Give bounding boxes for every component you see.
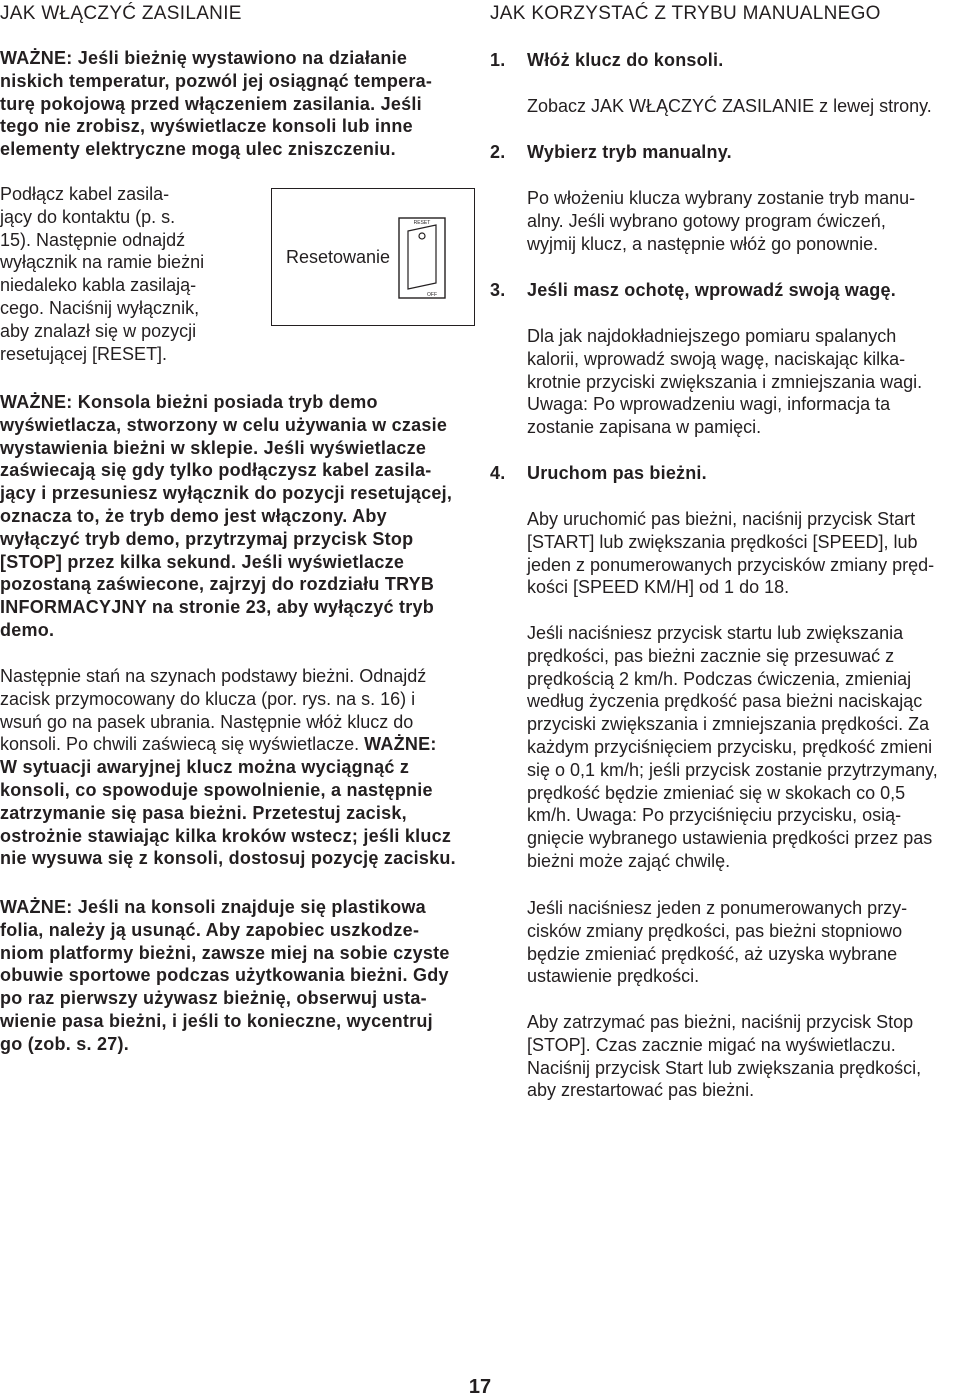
text-line: W sytuacji awaryjnej klucz można wyciągnąć z: [0, 757, 410, 778]
text-line: km/h. Uwaga: Po przyciśnięciu przycisku, osią-: [527, 805, 902, 826]
text-line: cisków zmiany prędkości, pas bieżni stopniowo: [527, 920, 903, 941]
text-line: prędkości, pas bieżni zacznie się przesuwać z: [527, 645, 895, 666]
text-line: Zobacz JAK WŁĄCZYĆ ZASILANIE z lewej strony.: [527, 96, 932, 116]
text-line: [STOP] przez kilka sekund. Jeśli wyświetlacze: [0, 551, 405, 572]
text-line: jący do kontaktu (p. s.: [0, 206, 176, 227]
text-line: Naciśnij przycisk Start lub zwiększania prędkości,: [527, 1057, 922, 1078]
text-line: folia, należy ją usunąć. Aby zapobiec uszkodze-: [0, 919, 420, 940]
text-line: ostrożnie stawiając kilka kroków wstecz; jeśli klucz: [0, 825, 452, 846]
step1-title: Włóż klucz do konsoli.: [527, 50, 724, 70]
text-line: aby znalazł się w pozycji: [0, 320, 197, 341]
text-line: Następnie stań na szynach podstawy bieżni. Odnajdź: [0, 666, 427, 686]
step2-body: [527, 187, 960, 255]
text-line: ustawienie prędkości.: [527, 966, 700, 987]
warning-temperature: [0, 47, 478, 161]
text-line: wyłączyć tryb demo, przytrzymaj przycisk Stop: [0, 528, 414, 549]
text-line: według życzenia prędkość pasa bieżni naciskając: [527, 691, 923, 712]
text-line: wystawienia bieżni w sklepie. Jeśli wyświetlacze: [0, 437, 427, 458]
emergency-warning: [0, 756, 478, 870]
reset-switch-figure: [271, 188, 475, 326]
text-line: po raz pierwszy używasz bieżnię, obserwuj usta-: [0, 988, 427, 1009]
clip-paragraph: [0, 665, 478, 870]
text-line: zacisk przymocowany do klucza (por. rys. na s. 16) i: [0, 688, 416, 709]
text-line: jący i przesuniesz wyłącznik do pozycji resetującej,: [0, 483, 453, 504]
text-line: WAŻNE: Konsola bieżni posiada tryb demo: [0, 392, 378, 412]
text-line: elementy elektryczne mogą ulec zniszczeniu.: [0, 139, 396, 160]
step-number: 4.: [490, 463, 506, 483]
text-line: Aby uruchomić pas bieżni, naciśnij przycisk Start: [527, 509, 916, 529]
text-line: bieżni może zająć chwilę.: [527, 850, 731, 871]
text-line: demo.: [0, 619, 55, 640]
step3-body: [527, 325, 960, 439]
text-line: pozostaną zaświecone, zajrzyj do rozdziału TRYB: [0, 574, 435, 595]
step1-body: [527, 95, 960, 118]
text-line: się o 0,1 km/h; jeśli przycisk zostanie przytrzymany,: [527, 759, 938, 780]
rocker-switch-icon: [398, 217, 446, 299]
text-line: resetującej [RESET].: [0, 343, 168, 364]
text-line: niedaleko kabla zasilają-: [0, 275, 197, 296]
step-number: 1.: [490, 50, 506, 70]
text-line: [STOP]. Czas zacznie migać na wyświetlaczu.: [527, 1034, 896, 1055]
text-line: konsoli, co spowoduje spowolnienie, a następnie: [0, 779, 433, 800]
text-line: Aby zatrzymać pas bieżni, naciśnij przycisk Stop: [527, 1012, 914, 1032]
step3-title: Jeśli masz ochotę, wprowadź swoją wagę.: [527, 280, 896, 300]
text-line: WAŻNE: Jeśli na konsoli znajduje się plastikowa: [0, 897, 426, 917]
text-line: Podłącz kabel zasila-: [0, 184, 170, 204]
text-line: [0, 733, 478, 756]
text-line: Uwaga: Po wprowadzeniu wagi, informacja ta: [527, 394, 891, 415]
text-line: jeden z ponumerowanych przycisków zmiany pręd-: [527, 554, 935, 575]
text-line: przyciski zwiększania i zmniejszania prędkości. Za: [527, 714, 930, 735]
text-line: aby zrestartować pas bieżni.: [527, 1080, 755, 1101]
manual-mode-heading: JAK KORZYSTAĆ Z TRYBU MANUALNEGO: [490, 3, 881, 24]
step4-speed-paragraph: [527, 622, 960, 873]
switch-reset-text: RESET: [413, 220, 431, 226]
power-heading: JAK WŁĄCZYĆ ZASILANIE: [0, 3, 242, 24]
reset-label: Resetowanie: [286, 247, 391, 267]
step2-title: Wybierz tryb manualny.: [527, 142, 732, 162]
text-line: oznacza to, że tryb demo jest włączony. Aby: [0, 505, 387, 526]
step-number: 2.: [490, 142, 506, 162]
text-line: kości [SPEED KM/H] od 1 do 18.: [527, 577, 790, 598]
text-line: każdym przyciśnięciem przycisku, prędkość zmieni: [527, 736, 933, 757]
text-span: konsoli. Po chwili zaświecą się wyświetlacze.: [0, 734, 365, 755]
text-line: będzie zmieniać prędkość, aż uzyska wybrane: [527, 943, 898, 964]
text-line: prędkość będzie zmieniać się w skokach co 0,5: [527, 782, 906, 803]
text-line: wyłącznik na ramie bieżni: [0, 252, 205, 273]
step-number: 3.: [490, 280, 506, 300]
text-line: nie wysuwa się z konsoli, dostosuj pozycję zacisku.: [0, 848, 456, 869]
step4-title: Uruchom pas bieżni.: [527, 463, 707, 483]
step4-start-paragraph: [527, 508, 960, 599]
text-line: WAŻNE: Jeśli bieżnię wystawiono na działanie: [0, 48, 408, 68]
step4-numbered-paragraph: [527, 897, 960, 988]
switch-off-text: OFF: [427, 292, 437, 298]
text-line: wyświetlacza, stworzony w celu używania w czasie: [0, 414, 448, 435]
text-line: Jeśli naciśniesz jeden z ponumerowanych przy-: [527, 898, 908, 918]
text-line: turę pokojową przed włączeniem zasilania. Jeśli: [0, 93, 422, 114]
text-line: zatrzymanie się pasa bieżni. Przetestuj zacisk,: [0, 802, 407, 823]
text-line: kalorii, wprowadź swoją wagę, naciskając kilka-: [527, 348, 906, 369]
intro-paragraph: [0, 183, 260, 365]
text-line: niskich temperatur, pozwól jej osiągnąć tempera-: [0, 70, 433, 91]
text-line: INFORMACYJNY na stronie 23, aby wyłączyć tryb: [0, 597, 435, 618]
text-line: zaświecają się gdy tylko podłączysz kabel zasila-: [0, 460, 432, 481]
text-line: tego nie zrobisz, wyświetlacze konsoli lub inne: [0, 116, 413, 137]
important-label: WAŻNE:: [364, 734, 437, 755]
warning-foil: [0, 896, 478, 1056]
text-line: go (zob. s. 27).: [0, 1033, 130, 1054]
text-line: niom platformy bieżni, zawsze miej na sobie czyste: [0, 942, 450, 963]
text-line: Dla jak najdokładniejszego pomiaru spalanych: [527, 326, 897, 346]
step4-stop-paragraph: [527, 1011, 960, 1102]
text-line: wyjmij klucz, a następnie włóż go ponownie.: [527, 233, 879, 254]
text-line: krotnie przyciski zwiększania i zmniejszania wagi.: [527, 371, 923, 392]
text-line: alny. Jeśli wybrano gotowy program ćwiczeń,: [527, 210, 886, 231]
text-line: Jeśli naciśniesz przycisk startu lub zwiększania: [527, 623, 904, 643]
text-line: zostanie zapisana w pamięci.: [527, 417, 762, 438]
page-number: 17: [468, 1376, 492, 1398]
text-line: prędkością 2 km/h. Podczas ćwiczenia, zmieniaj: [527, 668, 912, 689]
text-line: 15). Następnie odnajdź: [0, 229, 186, 250]
text-line: obuwie sportowe podczas użytkowania bieżni. Gdy: [0, 965, 449, 986]
text-line: cego. Naciśnij wyłącznik,: [0, 297, 200, 318]
text-line: Po włożeniu klucza wybrany zostanie tryb manu-: [527, 188, 916, 208]
text-line: wsuń go na pasek ubrania. Następnie włóż klucz do: [0, 711, 414, 732]
text-line: gnięcie wybranego ustawienia prędkości przez pas: [527, 828, 933, 849]
text-line: wienie pasa bieżni, i jeśli to konieczne, wycentruj: [0, 1010, 433, 1031]
text-line: [START] lub zwiększania prędkości [SPEED], lub: [527, 531, 918, 552]
warning-demo-mode: [0, 391, 478, 642]
